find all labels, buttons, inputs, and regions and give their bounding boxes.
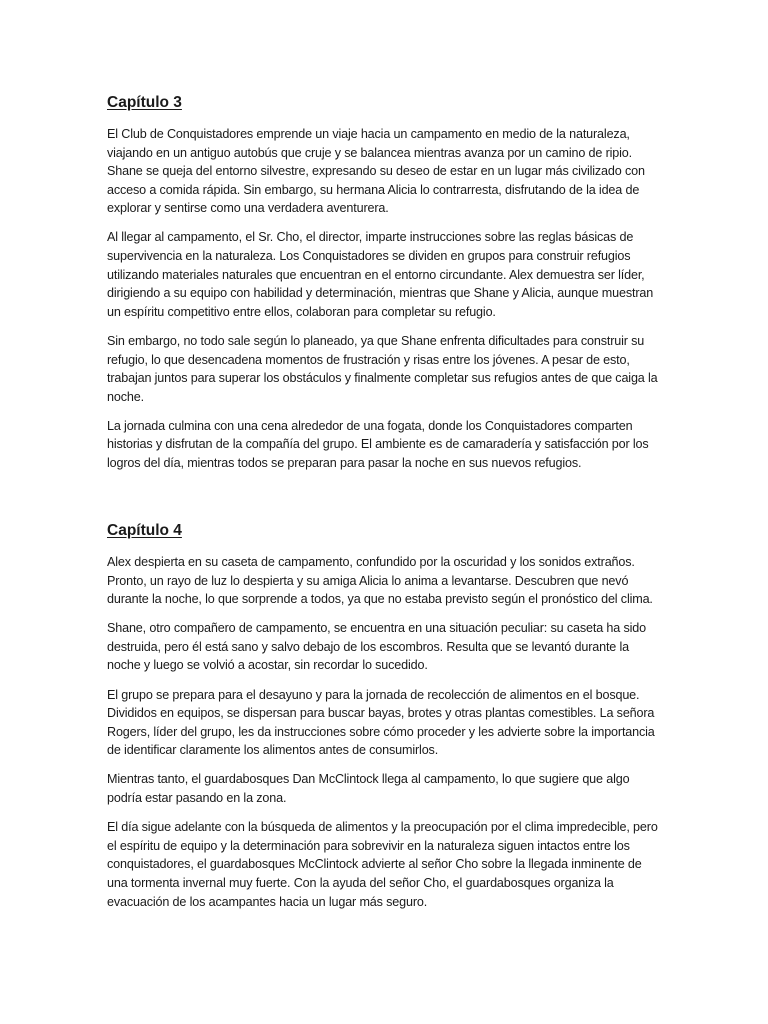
chapter-4-title: Capítulo 4	[107, 522, 182, 539]
chapter-3-paragraph-1: El Club de Conquistadores emprende un viaje hacia un campamento en medio de la naturaleza, viajando en un antiguo autobús que cruje y se balancea mientras avanza por un camino de ripio. Shane se queja del entorno silvestre, expresando su deseo de estar en un lugar más civilizado con acceso a comida rápida. Sin embargo, su hermana Alicia lo contrarresta, disfrutando de la idea de explorar y sentirse como una verdadera aventurera.	[107, 127, 645, 216]
chapter-4-paragraph-4: Mientras tanto, el guardabosques Dan McClintock llega al campamento, lo que sugiere que algo podría estar pasando en la zona.	[107, 772, 630, 806]
chapter-4-paragraph-5: El día sigue adelante con la búsqueda de alimentos y la preocupación por el clima impredecible, pero el espíritu de equipo y la determinación para sobrevivir en la naturaleza siguen intactos entre los conquistadores, el guardabosques McClintock advierte al señor Cho sobre la llegada inminente de una tormenta invernal muy fuerte. Con la ayuda del señor Cho, el guardabosques organiza la evacuación de los acampantes hacia un lugar más seguro.	[107, 820, 658, 909]
chapter-4-paragraph-1: Alex despierta en su caseta de campamento, confundido por la oscuridad y los sonidos extraños. Pronto, un rayo de luz lo despierta y su amiga Alicia lo anima a levantarse. Descubren que nevó durante la noche, lo que sorprende a todos, ya que no estaba previsto según el pronóstico del clima.	[107, 555, 653, 607]
chapter-3-title: Capítulo 3	[107, 94, 182, 111]
chapter-4-section	[107, 520, 663, 922]
chapter-3-paragraph-2: Al llegar al campamento, el Sr. Cho, el director, imparte instrucciones sobre las reglas básicas de supervivencia en la naturaleza. Los Conquistadores se dividen en grupos para construir refugios utilizando materiales naturales que encuentran en el entorno circundante. Alex demuestra ser líder, dirigiendo a su equipo con habilidad y determinación, mientras que Shane y Alicia, aunque muestran un espíritu competitivo entre ellos, colaboran para completar su refugio.	[107, 230, 654, 319]
chapter-4-paragraph-2: Shane, otro compañero de campamento, se encuentra en una situación peculiar: su caseta ha sido destruida, pero él está sano y salvo debajo de los escombros. Resulta que se levantó durante la noche y luego se volvió a acostar, sin recordar lo sucedido.	[107, 621, 646, 673]
chapter-3-paragraph-3: Sin embargo, no todo sale según lo planeado, ya que Shane enfrenta dificultades para construir su refugio, lo que desencadena momentos de frustración y risas entre los jóvenes. A pesar de esto, trabajan juntos para superar los obstáculos y finalmente completar sus refugios antes de que caiga la noche.	[107, 333, 658, 404]
chapter-4-paragraph-3: El grupo se prepara para el desayuno y para la jornada de recolección de alimentos en el bosque. Divididos en equipos, se dispersan para buscar bayas, brotes y otras plantas comestibles. La señora Rogers, líder del grupo, les da instrucciones sobre cómo proceder y les advierte sobre la importancia de identificar claramente los alimentos antes de consumirlos.	[107, 687, 655, 758]
chapter-3-paragraph-4: La jornada culmina con una cena alrededor de una fogata, donde los Conquistadores comparten historias y disfrutan de la compañía del grupo. El ambiente es de camaradería y satisfacción por los logros del día, mientras todos se preparan para pasar la noche en sus nuevos refugios.	[107, 418, 649, 470]
chapter-3-section	[107, 92, 663, 483]
